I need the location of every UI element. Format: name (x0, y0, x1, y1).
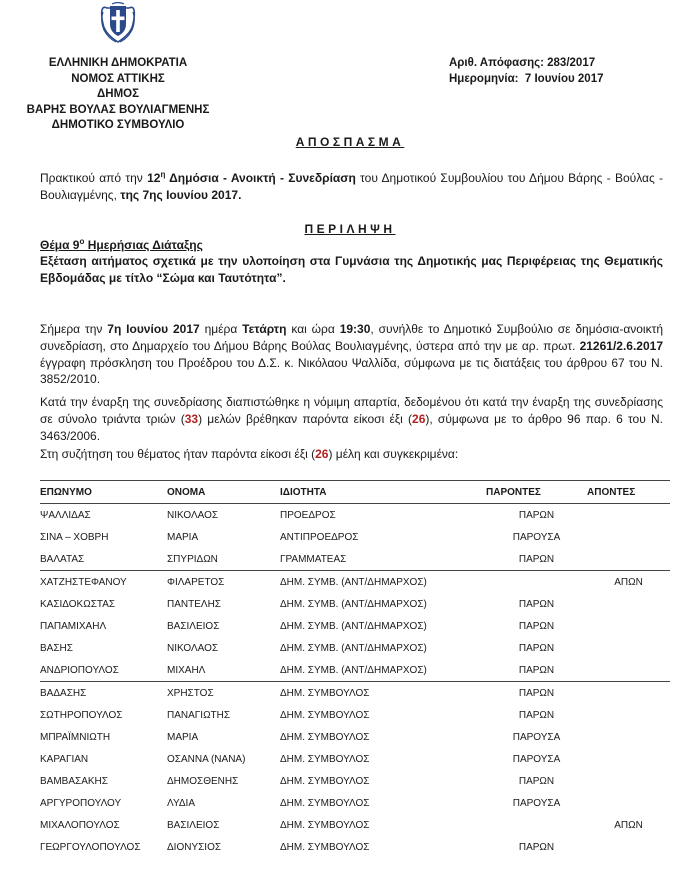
member-surname: ΧΑΤΖΗΣΤΕΦΑΝΟΥ (40, 571, 167, 594)
table-row (40, 792, 670, 814)
table-row (40, 637, 670, 659)
member-surname: ΜΠΡΑΪΜΝΙΩΤΗ (40, 731, 111, 743)
topic-title-sup: ο (79, 237, 85, 246)
decision-date-label: Ημερομηνία: (449, 72, 519, 85)
member-name: ΣΠΥΡΙΔΩΝ (167, 553, 218, 565)
member-name: ΠΑΝΑΓΙΩΤΗΣ (167, 709, 231, 721)
member-absent (587, 593, 670, 615)
column-header-present: ΠΑΡΟΝΤΕΣ (486, 481, 587, 504)
table-row (40, 748, 670, 770)
member-surname: ΣΙΝΑ – ΧΟΒΡΗ (40, 531, 109, 543)
column-header-role: ΙΔΙΟΤΗΤΑ (280, 481, 486, 504)
protocol-number: 21261/2.6.2017 (579, 338, 663, 353)
member-absent (587, 682, 670, 705)
member-name: ΒΑΣΙΛΕΙΟΣ (167, 819, 220, 831)
quorum-paragraph (40, 394, 663, 444)
member-surname: ΑΡΓΥΡΟΠΟΥΛΟΥ (40, 797, 122, 809)
member-role: ΔΗΜ. ΣΥΜΒΟΥΛΟΣ (280, 775, 370, 787)
decision-info (449, 56, 603, 87)
session-date: της 7ης Ιουνίου 2017. (120, 187, 242, 202)
member-absent (587, 726, 670, 748)
member-absent (587, 637, 670, 659)
authority-line: ΒΑΡΗΣ ΒΟΥΛΑΣ ΒΟΥΛΙΑΓΜΕΝΗΣ (26, 103, 210, 116)
authority-line: ΝΟΜΟΣ ΑΤΤΙΚΗΣ (71, 72, 165, 85)
table-row (40, 704, 670, 726)
convocation-text: , συνήλθε το Δημοτικό Συμβούλιο σε δημόσια-ανοικτή συνεδρίαση, στο Δημαρχείο του Δήμου Βάρης Βούλας Βουλιαγμένης, ύστερα από την με αρ. πρωτ. (40, 322, 664, 353)
member-name: ΜΑΡΙΑ (167, 731, 199, 743)
member-name: ΦΙΛΑΡΕΤΟΣ (167, 571, 280, 594)
member-absent (587, 548, 670, 571)
member-present: ΠΑΡΩΝ (518, 598, 555, 610)
member-role: ΔΗΜ. ΣΥΜΒΟΥΛΟΣ (280, 753, 370, 765)
table-header-row (40, 481, 670, 504)
member-absent (587, 704, 670, 726)
member-name: ΜΑΡΙΑ (167, 531, 199, 543)
table-row (40, 593, 670, 615)
member-absent: ΑΠΩΝ (587, 571, 670, 594)
table-row (40, 615, 670, 637)
member-role: ΔΗΜ. ΣΥΜΒ. (ΑΝΤ/ΔΗΜΑΡΧΟΣ) (280, 620, 427, 632)
member-surname: ΣΩΤΗΡΟΠΟΥΛΟΣ (40, 709, 123, 721)
authority-line: ΔΗΜΟΤΙΚΟ ΣΥΜΒΟΥΛΙΟ (51, 119, 185, 131)
member-name: ΝΙΚΟΛΑΟΣ (167, 642, 219, 654)
member-role: ΔΗΜ. ΣΥΜΒΟΥΛΟΣ (280, 709, 370, 721)
greek-coat-of-arms-icon (99, 2, 137, 44)
discussion-text: Στη συζήτηση του θέματος ήταν παρόντα είκοσι έξι ( (40, 447, 316, 461)
table-row (40, 526, 670, 548)
minutes-paragraph (40, 170, 663, 204)
member-role: ΑΝΤΙΠΡΟΕΔΡΟΣ (280, 531, 359, 543)
minutes-text: Πρακτικού από την (40, 171, 148, 185)
member-surname: ΒΑΔΑΣΗΣ (40, 682, 167, 705)
member-present: ΠΑΡΩΝ (518, 841, 555, 853)
member-present (486, 571, 587, 594)
member-absent (587, 770, 670, 792)
table-row (40, 836, 670, 858)
member-role: ΔΗΜ. ΣΥΜΒΟΥΛΟΣ (280, 841, 370, 853)
column-header-surname: ΕΠΩΝΥΜΟ (40, 481, 167, 504)
topic-title (40, 238, 203, 252)
member-role: ΓΡΑΜΜΑΤΕΑΣ (280, 553, 347, 565)
table-row (40, 682, 670, 705)
issuing-authority (18, 56, 218, 134)
quorum-text: ) μελών βρέθηκαν παρόντα είκοσι έξι ( (198, 411, 413, 426)
member-name: ΒΑΣΙΛΕΙΟΣ (167, 620, 220, 632)
table-row (40, 548, 670, 571)
decision-number: 283/2017 (547, 57, 596, 69)
member-present: ΠΑΡΩΝ (486, 682, 587, 705)
table-row (40, 504, 670, 527)
member-absent (587, 792, 670, 814)
member-name: ΧΡΗΣΤΟΣ (167, 682, 280, 705)
member-absent (587, 526, 670, 548)
column-header-name: ΟΝΟΜΑ (167, 481, 280, 504)
discussion-paragraph (40, 446, 663, 463)
session-number: 12 (147, 171, 161, 185)
member-present: ΠΑΡΩΝ (518, 775, 555, 787)
member-present: ΠΑΡΩΝ (518, 553, 555, 565)
members-table (40, 480, 670, 858)
member-surname: ΚΑΣΙΔΟΚΩΣΤΑΣ (40, 598, 116, 610)
member-role: ΔΗΜ. ΣΥΜΒΟΥΛΟΣ (280, 819, 370, 831)
member-present: ΠΑΡΩΝ (518, 664, 555, 676)
member-absent (587, 748, 670, 770)
extract-heading: ΑΠΟΣΠΑΣΜΑ (295, 135, 405, 149)
member-present: ΠΑΡΟΥΣΑ (512, 753, 561, 765)
discussion-text: ) μέλη και συγκεκριμένα: (328, 447, 459, 461)
member-role: ΔΗΜ. ΣΥΜΒΟΥΛΟΣ (280, 682, 486, 705)
decision-date-line (449, 72, 603, 88)
member-absent (587, 615, 670, 637)
member-present (486, 814, 587, 836)
convocation-paragraph (40, 321, 663, 388)
member-absent (587, 836, 670, 858)
member-surname: ΑΝΔΡΙΟΠΟΥΛΟΣ (40, 664, 119, 676)
topic-description: Εξέταση αιτήματος σχετικά με την υλοποίηση στα Γυμνάσια της Δημοτικής μας Περιφέρειας της Θεματικής Εβδομάδας με τίτλο “Σώμα και Ταυτότητα”. (40, 254, 663, 285)
member-role: ΔΗΜ. ΣΥΜΒ. (ΑΝΤ/ΔΗΜΑΡΧΟΣ) (280, 664, 427, 676)
table-row (40, 770, 670, 792)
minutes-text: του Δημοτικού Συμβουλίου του Δήμου Βάρης - Βούλας - Βουλιαγμένης, (40, 171, 664, 202)
member-surname: ΠΑΠΑΜΙΧΑΗΛ (40, 620, 107, 632)
member-role: ΠΡΟΕΔΡΟΣ (280, 509, 336, 521)
table-row (40, 726, 670, 748)
convocation-text: Σήμερα την (40, 322, 108, 336)
member-surname: ΒΑΜΒΑΣΑΚΗΣ (40, 775, 108, 787)
convocation-text: και ώρα (286, 322, 340, 336)
member-surname: ΨΑΛΛΙΔΑΣ (40, 509, 91, 521)
member-role: ΔΗΜ. ΣΥΜΒ. (ΑΝΤ/ΔΗΜΑΡΧΟΣ) (280, 598, 427, 610)
member-name: ΛΥΔΙΑ (167, 797, 195, 809)
member-surname: ΜΙΧΑΛΟΠΟΥΛΟΣ (40, 819, 120, 831)
authority-line: ΕΛΛΗΝΙΚΗ ΔΗΜΟΚΡΑΤΙΑ (48, 57, 188, 69)
member-role: ΔΗΜ. ΣΥΜΒΟΥΛΟΣ (280, 797, 370, 809)
member-role: ΔΗΜ. ΣΥΜΒ. (ΑΝΤ/ΔΗΜΑΡΧΟΣ) (280, 571, 486, 594)
member-name: ΠΑΝΤΕΛΗΣ (167, 598, 221, 610)
member-present: ΠΑΡΩΝ (518, 642, 555, 654)
total-members: 33 (184, 411, 199, 426)
decision-date: 7 Ιουνίου 2017 (524, 72, 604, 85)
convocation-text: ημέρα (199, 322, 243, 336)
member-name: ΔΗΜΟΣΘΕΝΗΣ (167, 775, 239, 787)
member-surname: ΒΑΣΗΣ (40, 642, 73, 654)
member-surname: ΚΑΡΑΓΙΑΝ (40, 753, 89, 765)
column-header-absent: ΑΠΟΝΤΕΣ (587, 481, 670, 504)
member-surname: ΒΑΛΑΤΑΣ (40, 553, 85, 565)
member-present: ΠΑΡΟΥΣΑ (512, 797, 561, 809)
discussion-present-count: 26 (315, 447, 329, 461)
meeting-day: Τετάρτη (242, 322, 287, 336)
member-role: ΔΗΜ. ΣΥΜΒ. (ΑΝΤ/ΔΗΜΑΡΧΟΣ) (280, 642, 427, 654)
member-present: ΠΑΡΩΝ (518, 509, 555, 521)
member-name: ΝΙΚΟΛΑΟΣ (167, 509, 219, 521)
summary-heading: ΠΕΡΙΛΗΨΗ (304, 222, 396, 236)
meeting-time: 19:30 (339, 322, 371, 336)
session-type: Δημόσια - Ανοικτή - Συνεδρίαση (165, 171, 356, 185)
session-sup: η (160, 170, 166, 179)
member-name: ΜΙΧΑΗΛ (167, 664, 206, 676)
member-present: ΠΑΡΟΥΣΑ (512, 531, 561, 543)
member-name: ΟΣΑΝΝΑ (ΝΑΝΑ) (167, 753, 246, 765)
member-role: ΔΗΜ. ΣΥΜΒΟΥΛΟΣ (280, 731, 370, 743)
quorum-text: Κατά την έναρξη της συνεδρίασης διαπιστώθηκε η νόμιμη απαρτία, δεδομένου ότι κατά την έναρξη της συνεδρίασης σε σύνολο τριάντα τριών ( (40, 395, 663, 426)
convocation-text: έγγραφη πρόσκληση του Προέδρου του Δ.Σ. κ. Νικόλαου Ψαλλίδα, σύμφωνα με τις διατάξεις του άρθρου 67 του Ν. 3852/2010. (40, 355, 663, 387)
member-absent: ΑΠΩΝ (614, 819, 643, 831)
decision-number-label: Αριθ. Απόφασης: (449, 57, 544, 69)
topic-title-suffix: Ημερήσιας Διάταξης (84, 238, 203, 252)
member-absent (587, 659, 670, 682)
table-row (40, 571, 670, 594)
member-surname: ΓΕΩΡΓΟΥΛΟΠΟΥΛΟΣ (40, 841, 141, 853)
authority-line: ΔΗΜΟΣ (97, 88, 139, 100)
topic-title-prefix: Θέμα 9 (40, 238, 80, 252)
meeting-date: 7η Ιουνίου 2017 (107, 322, 200, 336)
decision-number-line (449, 56, 603, 72)
member-present: ΠΑΡΩΝ (518, 620, 555, 632)
member-present: ΠΑΡΟΥΣΑ (512, 731, 561, 743)
quorum-text: ), σύμφωνα με το άρθρο 96 παρ. 6 του Ν. 3463/2006. (40, 411, 663, 443)
member-absent (587, 504, 670, 527)
member-present: ΠΑΡΩΝ (518, 709, 555, 721)
member-name: ΔΙΟΝΥΣΙΟΣ (167, 841, 222, 853)
present-members: 26 (412, 411, 426, 426)
table-row (40, 814, 670, 836)
members-table-body (40, 504, 670, 859)
table-row (40, 659, 670, 682)
